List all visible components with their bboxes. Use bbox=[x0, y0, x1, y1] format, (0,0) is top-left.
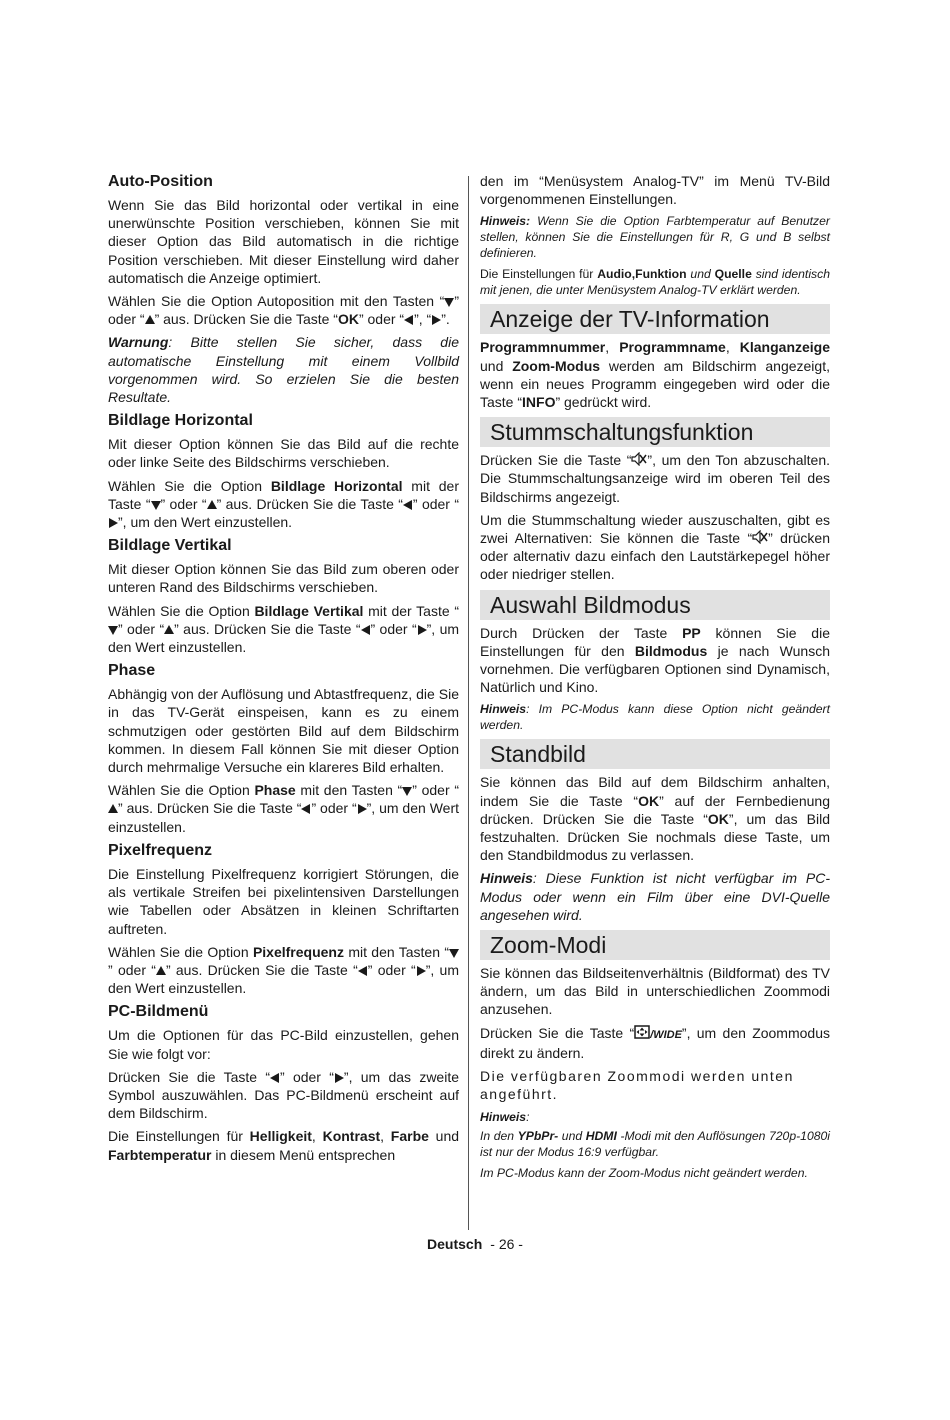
right-column bbox=[480, 172, 830, 1186]
triangle-right-icon bbox=[334, 1073, 344, 1083]
mute-icon bbox=[631, 452, 647, 466]
paragraph: Die Einstellung Pixelfrequenz korrigiert Störungen, die als vertikale Streifen bei pixelintensiven Darstellungen wie Tabellen oder Absätzen in kleinen Schriftarten auftreten. bbox=[108, 865, 459, 937]
section-bildmodus bbox=[480, 590, 830, 734]
paragraph: Sie können das Bildseitenverhältnis (Bildformat) des TV ändern, um das Bild in unterschiedlichen Zoommodi anzusehen. bbox=[480, 965, 830, 1018]
section-stummschaltung bbox=[480, 417, 830, 583]
paragraph: Um die Optionen für das PC-Bild einzustellen, gehen Sie wie folgt vor: bbox=[108, 1027, 459, 1062]
note-label: Hinweis: bbox=[480, 1109, 530, 1124]
left-column bbox=[108, 172, 459, 1169]
paragraph: Durch Drücken der Taste PP können Sie die Einstellungen für den Bildmodus je nach Wunsch vornehmen. Die verfügbaren Optionen sind Dynamisch, Natürlich und Kino. bbox=[480, 624, 830, 696]
mute-icon bbox=[752, 530, 768, 544]
paragraph: Mit dieser Option können Sie das Bild auf die rechte oder linke Seite des Bildschirms verschieben. bbox=[108, 436, 459, 471]
paragraph: Wählen Sie die Option Bildlage Vertikal mit der Taste “” oder “ ” aus. Drücken Sie die Taste “ ” oder “ ”, um den Wert einzustellen. bbox=[108, 602, 460, 656]
triangle-left-icon bbox=[270, 1073, 280, 1083]
note-paragraph: Im PC-Modus kann der Zoom-Modus nicht geändert werden. bbox=[480, 1165, 808, 1180]
section-pc-bildmenue bbox=[108, 1002, 459, 1163]
heading-stummschaltung: Stummschaltungsfunktion bbox=[480, 417, 830, 447]
triangle-down-icon bbox=[444, 297, 454, 307]
heading-zoom-modi: Zoom-Modi bbox=[480, 930, 830, 960]
triangle-left-icon bbox=[361, 625, 371, 635]
heading-bildlage-vertikal: Bildlage Vertikal bbox=[108, 537, 232, 555]
wide-icon bbox=[634, 1025, 650, 1039]
section-bildlage-vertikal bbox=[108, 536, 459, 656]
triangle-right-icon bbox=[416, 966, 426, 976]
paragraph: Die Einstellungen für Helligkeit, Kontrast, Farbe und Farbtemperatur in diesem Menü entsprechen bbox=[108, 1128, 460, 1163]
triangle-down-icon bbox=[108, 625, 118, 635]
section-bildlage-horizontal bbox=[108, 411, 459, 531]
note-paragraph: In den YPbPr- und HDMI -Modi mit den Auflösungen 720p-1080i ist nur der Modus 16:9 verfügbar. bbox=[480, 1128, 830, 1159]
triangle-up-icon bbox=[156, 966, 166, 976]
paragraph: Abhängig von der Auflösung und Abtastfrequenz, die Sie in das TV-Gerät einspeisen, kann es zu einem schmutzigen oder gestörten Bild auf dem Bildschirm kommen. In diesem Fall können Sie mit dieser Option durch mehrmalige Versuche ein klareres Bild erhalten. bbox=[108, 686, 459, 776]
triangle-left-icon bbox=[301, 804, 311, 814]
section-tv-information bbox=[480, 304, 830, 411]
section-pixelfrequenz bbox=[108, 841, 459, 997]
triangle-up-icon bbox=[145, 315, 155, 325]
note-paragraph: Hinweis: Im PC-Modus kann diese Option nicht geändert werden. bbox=[480, 702, 830, 733]
paragraph: Drücken Sie die Taste “ ” oder “ ”, um das zweite Symbol auszuwählen. Das PC-Bildmenü erscheint auf dem Bildschirm. bbox=[108, 1068, 459, 1122]
triangle-up-icon bbox=[108, 804, 118, 814]
triangle-right-icon bbox=[108, 518, 118, 528]
paragraph: Wählen Sie die Option Pixelfrequenz mit den Tasten “” oder “ ” aus. Drücken Sie die Taste “ ” oder “ ”, um den Wert einzustellen. bbox=[108, 943, 459, 997]
heading-bildlage-horizontal: Bildlage Horizontal bbox=[108, 412, 253, 430]
paragraph: Wenn Sie das Bild horizontal oder vertikal in eine unerwünschte Position verschieben, können Sie mit dieser Option das Bild automatisch in die richtige Position verschieben. Mit dieser Einstellung wird daher automatisch die Anzeige optimiert. bbox=[108, 197, 459, 286]
footer-language: Deutsch bbox=[427, 1236, 483, 1252]
triangle-right-icon bbox=[357, 804, 367, 814]
note-paragraph: Hinweis: Diese Funktion ist nicht verfügbar im PC-Modus oder wenn ein Film über eine DVI-Quelle angesehen wird. bbox=[480, 870, 830, 923]
triangle-down-icon bbox=[449, 948, 459, 958]
triangle-left-icon bbox=[404, 315, 414, 325]
paragraph: Mit dieser Option können Sie das Bild zum oberen oder unteren Rand des Bildschirms verschieben. bbox=[108, 561, 459, 596]
paragraph: Wählen Sie die Option Phase mit den Tasten “ ” oder “” aus. Drücken Sie die Taste “ ” oder “ ”, um den Wert einzustellen. bbox=[108, 782, 459, 835]
heading-auto-position: Auto-Position bbox=[108, 173, 213, 190]
heading-standbild: Standbild bbox=[480, 739, 830, 769]
paragraph: Wählen Sie die Option Autoposition mit den Tasten “ ” oder “ ” aus. Drücken Sie die Taste “OK” oder “ ”, “ ”. bbox=[108, 293, 459, 328]
triangle-down-icon bbox=[402, 786, 412, 796]
paragraph: Sie können das Bild auf dem Bildschirm anhalten, indem Sie die Taste “OK” auf der Fernbedienung drücken. Drücken Sie die Taste “OK”, um das Bild festzuhalten. Drücken Sie nochmals diese Taste, um den Standbildmodus zu verlassen. bbox=[480, 774, 830, 864]
section-auto-position bbox=[108, 172, 459, 406]
triangle-up-icon bbox=[164, 625, 174, 635]
paragraph: Drücken Sie die Taste “ /WIDE”, um den Zoommodus direkt zu ändern. bbox=[480, 1024, 830, 1061]
paragraph: Programmnummer, Programmname, Klanganzeige und Zoom-Modus werden am Bildschirm angezeigt, wenn ein neues Programm eingegeben wird oder die Taste “INFO” gedrückt wird. bbox=[480, 339, 831, 411]
triangle-left-icon bbox=[358, 966, 368, 976]
triangle-right-icon bbox=[417, 625, 427, 635]
section-standbild bbox=[480, 739, 830, 924]
warning-paragraph: Warnung: Bitte stellen Sie sicher, dass die automatische Einstellung mit einem Vollbild vorgenommen wird. So erzielen Sie die besten Resultate. bbox=[108, 334, 459, 406]
heading-pixelfrequenz: Pixelfrequenz bbox=[108, 841, 213, 859]
paragraph: Wählen Sie die Option Bildlage Horizontal mit der Taste “ ” oder “ ” aus. Drücken Sie die Taste “ ” oder “”, um den Wert einzustellen. bbox=[108, 477, 460, 531]
section-phase bbox=[108, 661, 459, 836]
paragraph: Die verfügbaren Zoommodi werden unten angeführt. bbox=[480, 1068, 794, 1103]
heading-bildmodus: Auswahl Bildmodus bbox=[480, 590, 830, 620]
heading-pc-bildmenue: PC-Bildmenü bbox=[108, 1003, 209, 1021]
triangle-left-icon bbox=[403, 500, 413, 510]
heading-tv-information: Anzeige der TV-Information bbox=[480, 304, 830, 334]
note-paragraph: Die Einstellungen für Audio,Funktion und Quelle sind identisch mit jenen, die unter Menüsystem Analog-TV erklärt werden. bbox=[480, 267, 830, 298]
paragraph: den im “Menüsystem Analog-TV” im Menü TV-Bild vorgenommenen Einstellungen. bbox=[480, 173, 830, 208]
paragraph: Drücken Sie die Taste “ ”, um den Ton abzuschalten. Die Stummschaltungsanzeige wird im oberen Teil des Bildschirms angezeigt. bbox=[480, 452, 830, 505]
section-zoom-modi bbox=[480, 930, 830, 1180]
page-footer bbox=[0, 1235, 950, 1253]
page-number: - 26 - bbox=[490, 1236, 523, 1252]
heading-phase: Phase bbox=[108, 662, 156, 680]
triangle-up-icon bbox=[207, 500, 217, 510]
paragraph: Um die Stummschaltung wieder auszuschalten, gibt es zwei Alternativen: Sie können die Taste “ ” drücken oder alternativ dazu einfach den Lautstärkepegel höher oder niedriger stellen. bbox=[480, 511, 830, 583]
triangle-right-icon bbox=[431, 315, 441, 325]
note-paragraph: Hinweis: Wenn Sie die Option Farbtemperatur auf Benutzer stellen, können Sie die Einstellungen für R, G und B selbst definieren. bbox=[480, 214, 830, 261]
triangle-down-icon bbox=[151, 500, 161, 510]
section-continuation bbox=[480, 172, 830, 298]
column-divider bbox=[468, 176, 469, 1230]
